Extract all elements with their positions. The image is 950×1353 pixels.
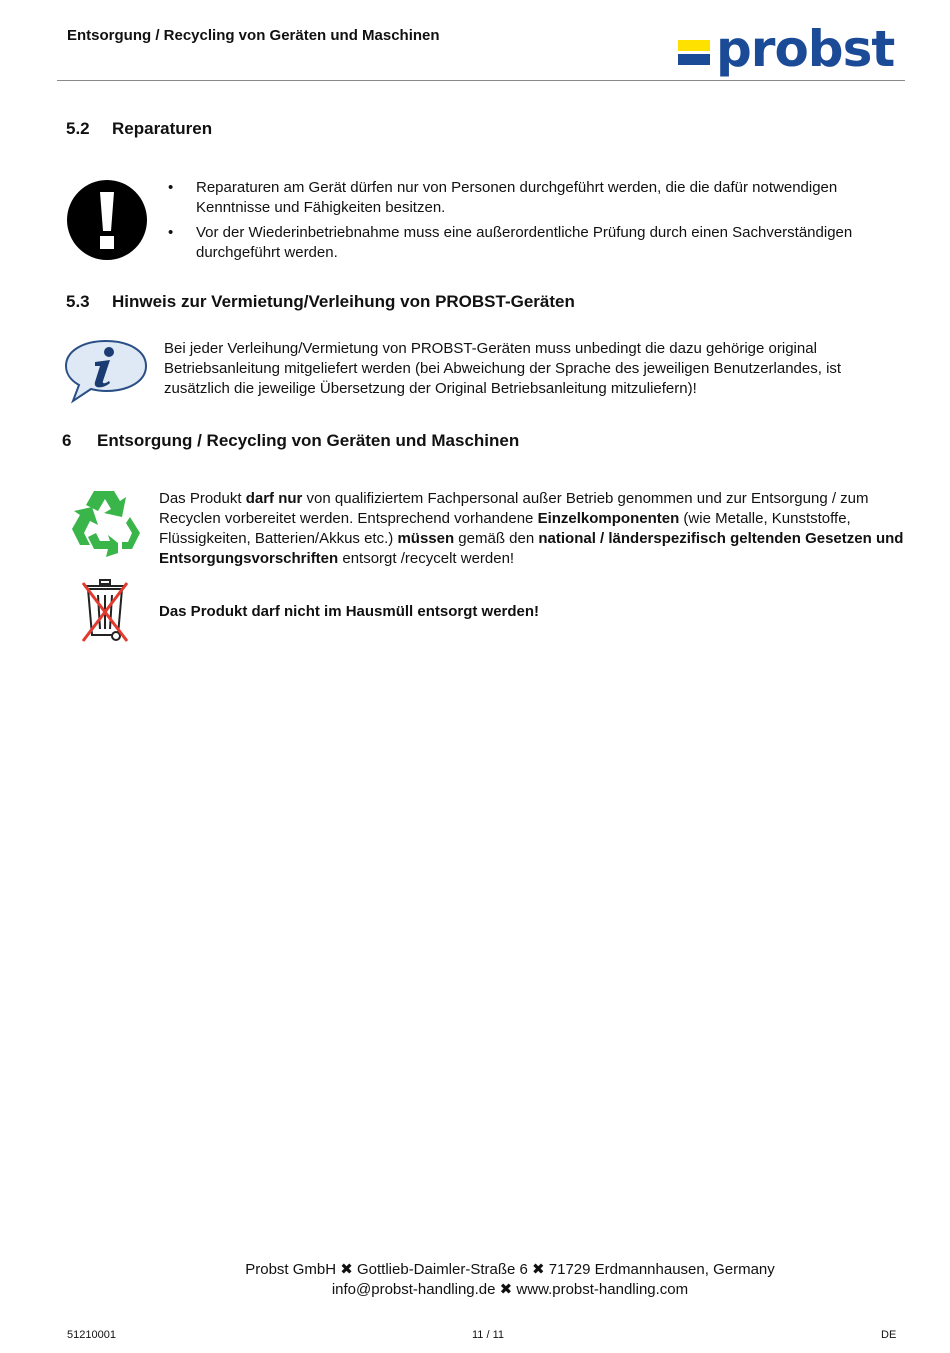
footer-line-2: info@probst-handling.de ✖ www.probst-handling.com — [331, 1281, 689, 1298]
logo-blue-bar — [678, 54, 710, 65]
section-number: 5.2 — [66, 119, 90, 138]
section-title: Hinweis zur Vermietung/Verleihung von PROBST-Geräten — [112, 292, 575, 311]
section-5-3-heading — [66, 292, 575, 312]
page-number: 11 / 11 — [472, 1329, 505, 1341]
text-run: gemäß den — [454, 530, 539, 547]
probst-logo — [676, 20, 898, 78]
text-run: (wie Metalle, Kunststoffe, Flüssigkeiten, Batterien/Akkus etc.) — [159, 510, 851, 547]
section-number: 5.3 — [66, 292, 90, 311]
warning-exclamation-icon — [66, 179, 148, 261]
section-title: Entsorgung / Recycling von Geräten und Maschinen — [97, 431, 520, 450]
text-run: von qualifiziertem Fachpersonal außer Betrieb genommen und zur Entsorgung / zum Recyclen vorbereitet werden. Entsprechend vorhandene — [159, 490, 869, 527]
section-5-3-text: Bei jeder Verleihung/Vermietung von PROBST-Geräten muss unbedingt die dazu gehörige original Betriebsanleitung mitgeliefert werden (bei Abweichung der Sprache des jeweiligen Benutzerlandes, ist zusätzlich die jeweilige Übersetzung der Original Betriebsanleitung mitzuliefern)! — [164, 340, 842, 397]
header-divider — [57, 80, 905, 81]
language-code: DE — [881, 1329, 897, 1341]
list-item: • Reparaturen am Gerät dürfen nur von Personen durchgeführt werden, die die dafür notwendigen Kenntnisse und Fähigkeiten besitzen. — [166, 178, 886, 218]
footer-line-1: Probst GmbH ✖ Gottlieb-Daimler-Straße 6 ✖ 71729 Erdmannhausen, Germany — [245, 1261, 775, 1278]
logo-wordmark: probst — [716, 20, 895, 78]
household-waste-warning: Das Produkt darf nicht im Hausmüll entsorgt werden! — [159, 603, 540, 620]
bold-run: müssen — [397, 530, 455, 547]
list-item: • Vor der Wiederinbetriebnahme muss eine außerordentliche Prüfung durch einen Sachverständigen durchgeführt werden. — [166, 223, 886, 263]
section-6-paragraph — [159, 489, 904, 569]
crossed-out-bin-icon — [80, 577, 130, 645]
section-6-heading — [62, 431, 519, 451]
text-run: entsorgt /recycelt werden! — [338, 550, 515, 567]
section-number: 6 — [62, 431, 72, 450]
footer-address — [0, 1260, 950, 1300]
logo-yellow-bar — [678, 40, 710, 51]
text-run: Das Produkt — [159, 490, 246, 507]
section-5-2-heading — [66, 119, 212, 139]
bold-run: darf nur — [245, 490, 303, 507]
bold-run: Einzelkomponenten — [537, 510, 680, 527]
section-5-2-body — [166, 178, 886, 268]
bold-run: national / länderspezifisch geltenden Gesetzen und Entsorgungsvorschriften — [159, 530, 904, 567]
doc-number: 51210001 — [67, 1329, 116, 1341]
header-title: Entsorgung / Recycling von Geräten und Maschinen — [67, 27, 440, 44]
recycle-icon — [68, 487, 142, 557]
info-icon — [63, 338, 149, 404]
section-title: Reparaturen — [112, 119, 213, 138]
